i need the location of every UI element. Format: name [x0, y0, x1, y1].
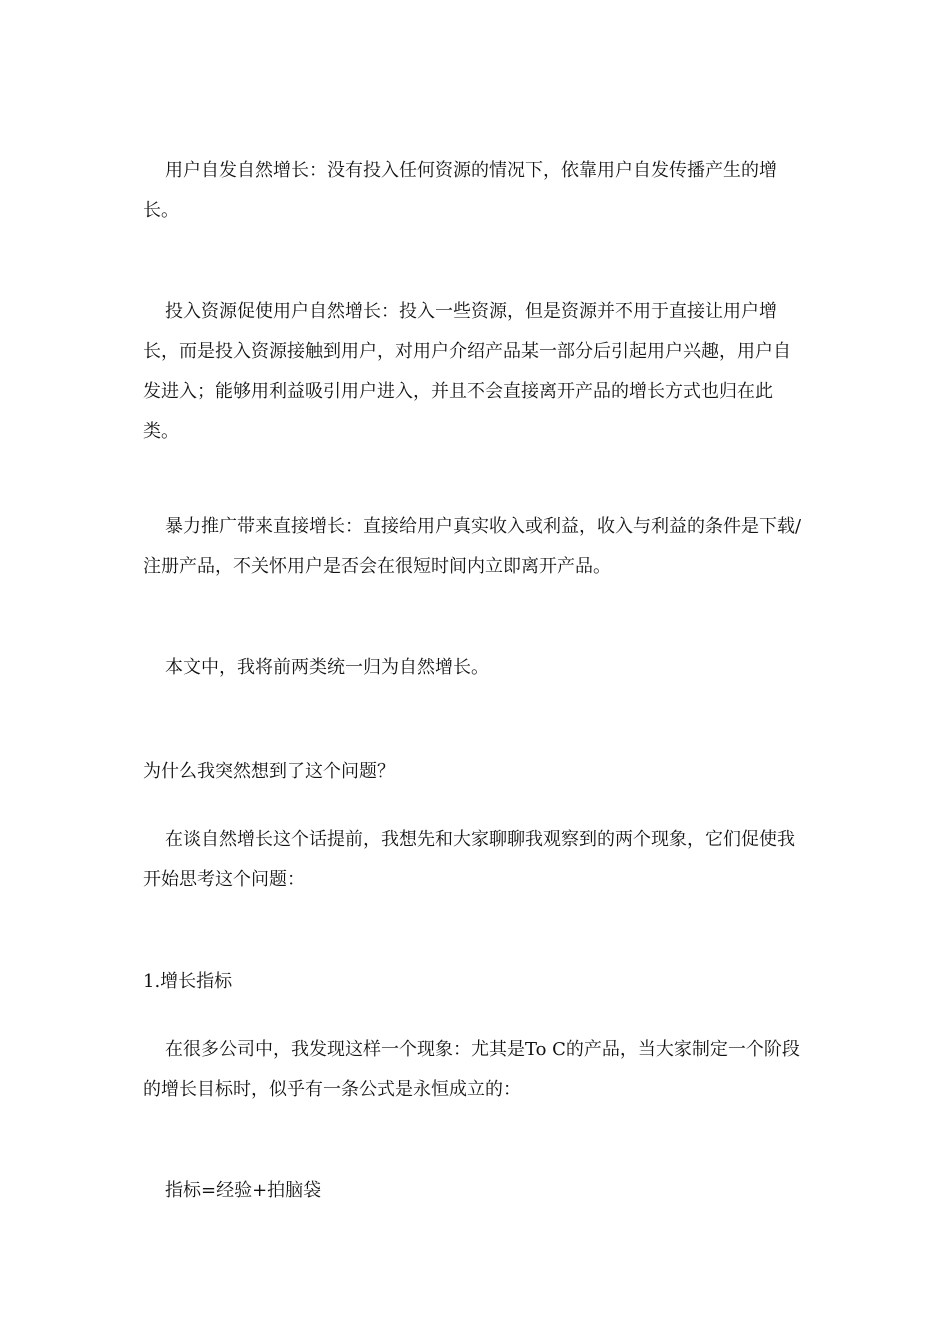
paragraph-organic-growth: 用户自发自然增长：没有投入任何资源的情况下，依靠用户自发传播产生的增长。: [143, 160, 777, 221]
section-heading-growth-metrics: 1.增长指标: [143, 971, 233, 992]
paragraph-metrics-phenomenon: 在很多公司中，我发现这样一个现象：尤其是To C的产品，当大家制定一个阶段的增长目标时，似乎有一条公式是永恒成立的：: [143, 1039, 800, 1100]
paragraph-aggressive-promotion: 暴力推广带来直接增长：直接给用户真实收入或利益，收入与利益的条件是下载/注册产品，不关怀用户是否会在很短时间内立即离开产品。: [143, 516, 802, 577]
paragraph-resource-driven-growth: 投入资源促使用户自然增长：投入一些资源，但是资源并不用于直接让用户增长，而是投入资源接触到用户，对用户介绍产品某一部分后引起用户兴趣，用户自发进入；能够用利益吸引用户进入，并且不会直接离开产品的增长方式也归在此类。: [143, 301, 791, 442]
paragraph-formula: 指标=经验+拍脑袋: [165, 1180, 322, 1201]
paragraph-two-phenomena: 在谈自然增长这个话提前，我想先和大家聊聊我观察到的两个现象，它们促使我开始思考这个问题：: [143, 829, 795, 890]
paragraph-definition: 本文中，我将前两类统一归为自然增长。: [165, 657, 489, 678]
section-heading-why: 为什么我突然想到了这个问题？: [143, 761, 395, 782]
